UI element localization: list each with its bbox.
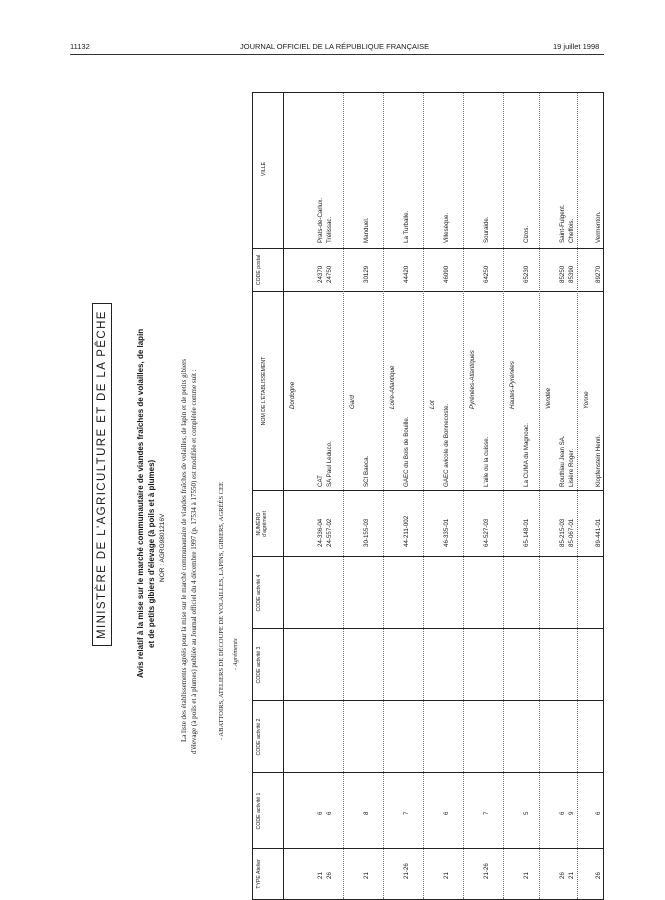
header-activity-3: CODE activité 3 [256,646,262,684]
cell-numero: 24-336-04 [317,518,324,547]
col-divider [253,848,603,849]
department-heading: Pyrénées-Atlantiques [469,350,476,409]
cell-nom: SA Paul Leduco. [326,441,333,487]
cell-activity-1: 6 [443,811,450,815]
row-divider [463,93,464,899]
cell-postal: 65230 [523,265,530,283]
cell-ville: Cizos. [523,225,530,243]
cell-numero: 64-527-03 [483,518,490,547]
cell-nom: Lisière Roger. [568,448,575,487]
cell-numero: 46-335-01 [443,518,450,547]
cell-ville: Manduel. [363,217,370,243]
cell-type: 21-26 [483,863,490,879]
header-activity-1: CODE activité 1 [256,792,262,830]
cell-postal: 46090 [443,265,450,283]
header-divider [283,93,284,899]
cell-numero: 24-557-02 [326,518,333,547]
row-divider [503,93,504,899]
issue-date: 19 juillet 1998 [553,42,600,51]
ministry-box [92,303,112,646]
row-divider [383,93,384,899]
section-heading: - ABATTOIRS, ATELIERS DE DÉCOUPE DE VOLAILLES, LAPINS, GIBIERS, AGRÉÉS CEE [218,482,225,740]
cell-type: 26 [595,872,602,879]
cell-postal: 24370 [317,265,324,283]
cell-type: 26 [326,872,333,879]
cell-type: 21 [568,872,575,879]
cell-nom: SCI Baeca. [363,455,370,487]
cell-postal: 44420 [403,265,410,283]
cell-type: 21 [317,872,324,879]
col-divider [253,700,603,701]
cell-ville: Cheffois. [568,218,575,243]
header-activity-4: CODE activité 4 [256,574,262,612]
establishments-table [252,92,604,900]
cell-ville: Villesèque. [443,212,450,243]
notice-title-2: et de petits gibiers d'élevage (à poils et à plumes) [147,459,156,648]
cell-activity-1: 6 [595,811,602,815]
notice-body-2: d'élevage (à poils et à plumes) publiée au Journal officiel du 4 décembre 1997 (p. 17534 à 17550) est modifiée et complétée comme suit : [190,369,198,754]
subsection-heading: - Agréments [232,638,239,670]
cell-activity-1: 6 [326,811,333,815]
cell-activity-1: 6 [559,811,566,815]
ministry-title: MINISTÈRE DE L'AGRICULTURE ET DE LA PÊCHE [96,310,108,639]
row-divider [577,93,578,899]
cell-nom: Klopfenstein Henri. [595,434,602,487]
cell-postal: 24750 [326,265,333,283]
cell-numero: 65-148-01 [523,518,530,547]
cell-numero: 85-067-01 [568,518,575,547]
cell-type: 21 [443,872,450,879]
cell-type: 21-26 [403,863,410,879]
cell-ville: Saint-Fulgent. [559,204,566,243]
cell-nom: La CUMA du Magnoac. [523,423,530,487]
page-number: 11132 [70,42,90,51]
cell-nom: CAT [317,475,324,487]
col-divider [253,291,603,292]
cell-postal: 85250 [559,265,566,283]
cell-nom: GAEC du Bois de Bouille. [403,416,410,487]
nor-reference: NOR : AGRG9801216V [159,513,166,582]
cell-type: 26 [559,872,566,879]
header-activity-2: CODE activité 2 [256,718,262,756]
department-heading: Vendée [545,387,552,409]
journal-title: JOURNAL OFFICIEL DE LA RÉPUBLIQUE FRANÇAISE [240,42,430,51]
cell-ville: Vermenton. [595,211,602,243]
department-heading: Hautes-Pyrénées [509,361,516,409]
cell-activity-1: 5 [523,811,530,815]
cell-numero: 30-155-03 [363,518,370,547]
header-type: TYPE Atelier [256,859,262,889]
cell-ville: La Turballe. [403,210,410,243]
col-divider [253,248,603,249]
cell-ville: Prats-de-Carlux. [317,197,324,243]
department-heading: Gard [349,395,356,409]
row-divider [539,93,540,899]
cell-postal: 89270 [595,265,602,283]
cell-postal: 30129 [363,265,370,283]
col-divider [253,772,603,773]
col-divider [253,556,603,557]
cell-activity-1: 6 [317,811,324,815]
cell-type: 21 [363,872,370,879]
department-heading: Yonne [583,391,590,409]
cell-nom: L'aile ou la cuisse. [483,436,490,487]
cell-numero: 85-215-03 [559,518,566,547]
cell-activity-1: 7 [403,811,410,815]
col-divider [253,628,603,629]
header-nom: NOM DE L'ÉTABLISSEMENT [261,356,267,426]
row-divider [343,93,344,899]
cell-postal: 64250 [483,265,490,283]
header-numero: NUMÉRO d'agrément [256,511,268,537]
cell-numero: 89-441-01 [595,518,602,547]
cell-numero: 44-211-002 [403,515,410,547]
header-postal: CODE postal [256,254,262,286]
cell-postal: 85390 [568,265,575,283]
department-heading: Loire-Atlantique [389,365,396,409]
notice-title-1: Avis relatif à la mise sur le marché communautaire de viandes fraîches de volailles, de lapin [136,328,145,678]
cell-ville: Souraide. [483,216,490,243]
col-divider [253,490,603,491]
department-heading: Lot [429,400,436,409]
cell-activity-1: 8 [363,811,370,815]
cell-nom: GAEC avicole de Bonnecoste. [443,403,450,487]
cell-activity-1: 7 [483,811,490,815]
cell-ville: Trélissac. [326,216,333,243]
cell-type: 21 [523,872,530,879]
department-heading: Dordogne [289,381,296,409]
cell-nom: Routhiau Jean SA. [559,435,566,487]
notice-body-1: La liste des établissements agréés pour la mise sur le marché communautaire de viandes fraîches de volailles, de lapin et de petits gibiers [180,358,188,742]
row-divider [423,93,424,899]
header-ville: VILLE [261,161,267,177]
cell-activity-1: 9 [568,811,575,815]
